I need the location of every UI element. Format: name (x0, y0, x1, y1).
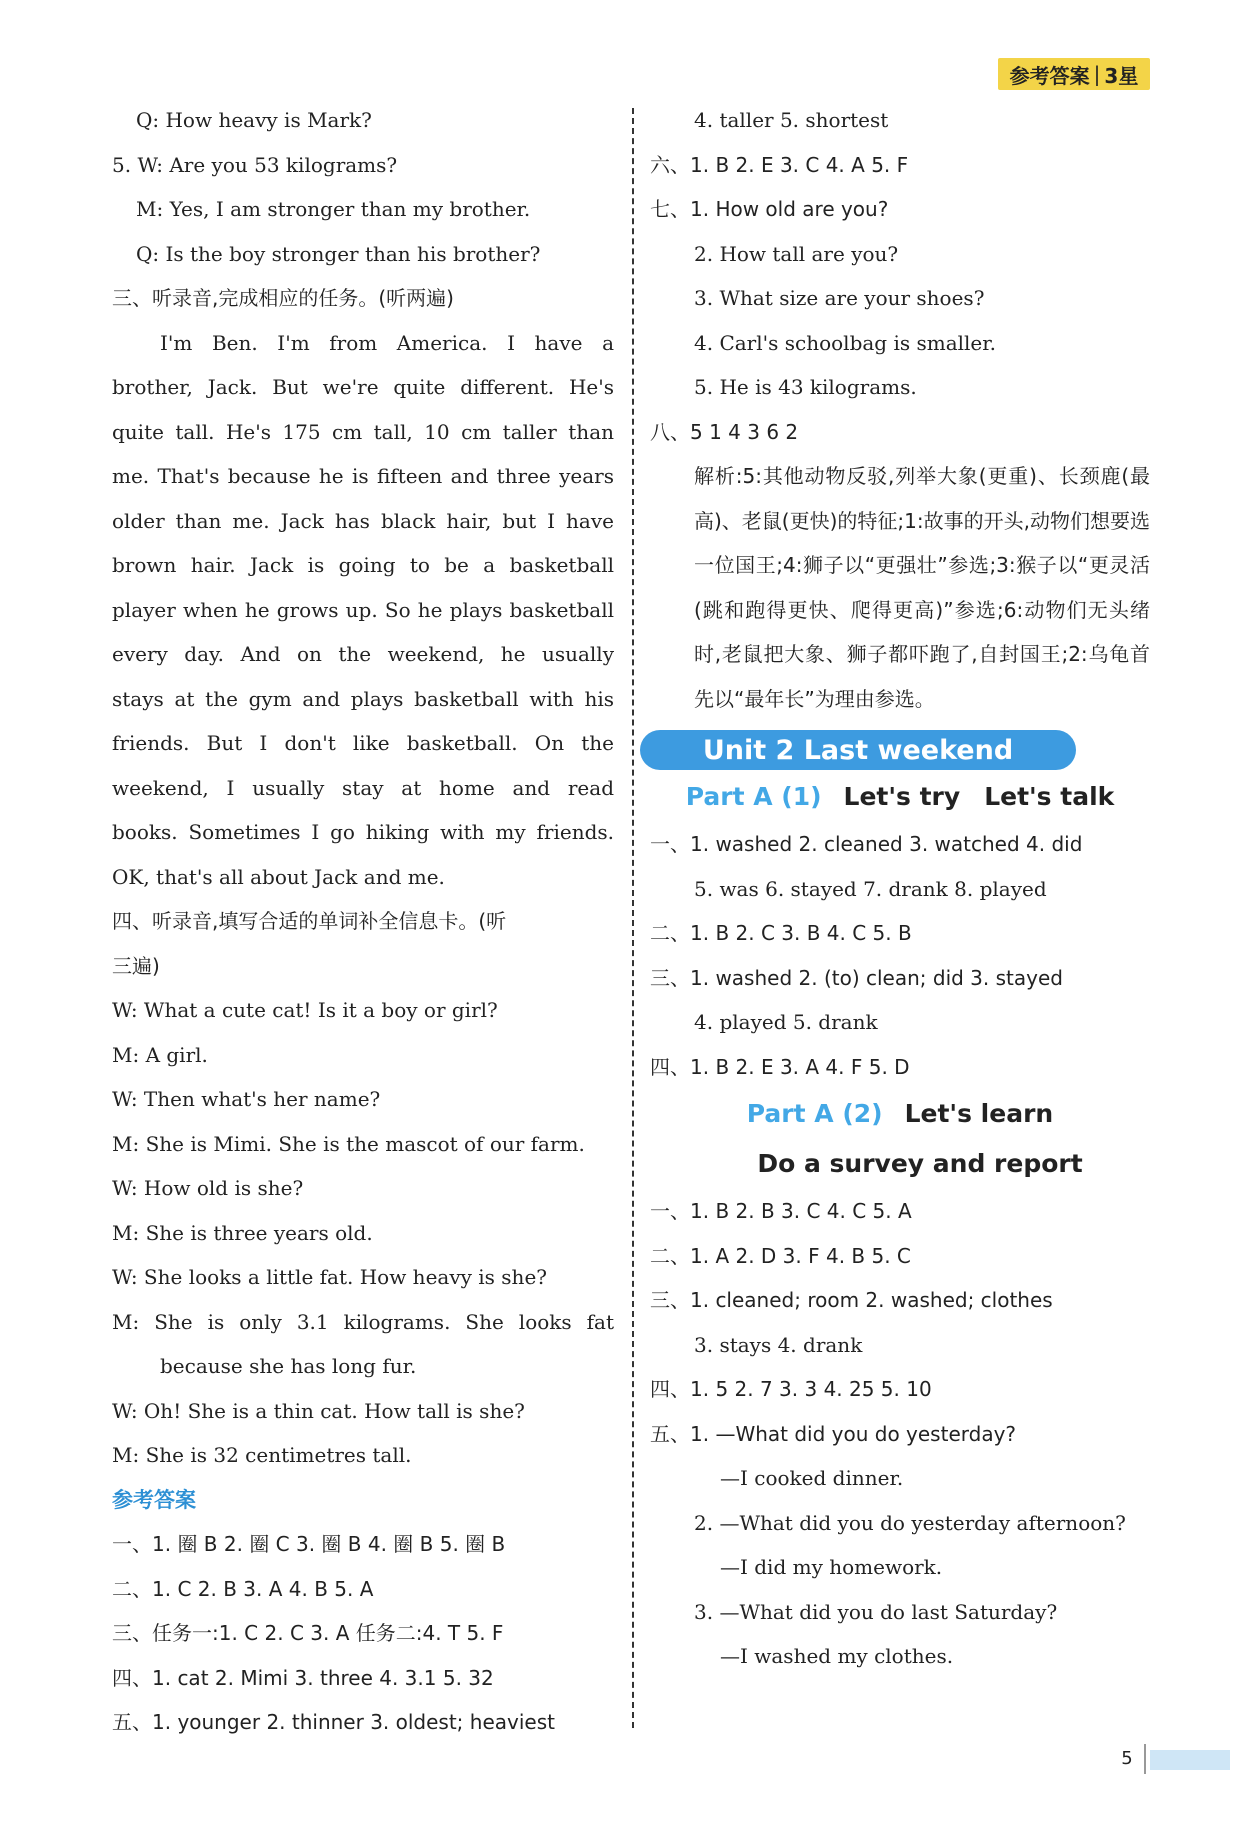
passage-line: friends. But I don't like basketball. On the (112, 731, 614, 755)
part-subtitle: Let's talk (984, 782, 1115, 811)
part-a2-subtitle: Do a survey and report (757, 1149, 1083, 1178)
answer-line: 三、任务一:1. C 2. C 3. A 任务二:4. T 5. F (112, 1621, 504, 1645)
answer-line: 五、1. —What did you do yesterday? (650, 1421, 1017, 1446)
answer-line: 八、5 1 4 3 6 2 (650, 419, 799, 444)
answer-line: —I cooked dinner. (720, 1466, 904, 1490)
footer-bar (1150, 1750, 1230, 1770)
part-label: Part A (1) (685, 782, 822, 811)
dialogue-line: M: A girl. (112, 1042, 208, 1067)
text-line: Q: How heavy is Mark? (136, 108, 372, 132)
section-title: 三、听录音,完成相应的任务。(听两遍) (112, 286, 454, 310)
dialogue-line: because she has long fur. (160, 1354, 417, 1378)
header-level: 3星 (1104, 63, 1139, 88)
passage-line: quite tall. He's 175 cm tall, 10 cm taller than (112, 419, 614, 444)
answers-title: 参考答案 (112, 1487, 196, 1512)
passage-line: brother, Jack. But we're quite different. He's (112, 375, 614, 399)
answer-line: 二、1. B 2. C 3. B 4. C 5. B (650, 921, 912, 945)
passage-line: weekend, I usually stay at home and read (112, 775, 614, 800)
answer-line: 3. —What did you do last Saturday? (694, 1599, 1058, 1624)
answer-line: —I washed my clothes. (720, 1644, 954, 1668)
dialogue-line: M: She is only 3.1 kilograms. She looks fat (112, 1309, 614, 1334)
dialogue-line: W: How old is she? (112, 1176, 304, 1200)
answer-line: 2. How tall are you? (694, 241, 899, 266)
answer-line: 4. taller 5. shortest (694, 108, 889, 132)
part-label: Part A (2) (746, 1099, 883, 1128)
answer-line: 二、1. A 2. D 3. F 4. B 5. C (650, 1243, 911, 1268)
passage-line: books. Sometimes I go hiking with my friends. (112, 820, 614, 844)
column-divider (632, 108, 634, 1728)
answer-line: 六、1. B 2. E 3. C 4. A 5. F (650, 152, 909, 177)
answer-line: 四、1. 5 2. 7 3. 3 4. 25 5. 10 (650, 1377, 932, 1401)
answer-line: 二、1. C 2. B 3. A 4. B 5. A (112, 1576, 374, 1601)
answer-line: 4. Carl's schoolbag is smaller. (694, 330, 996, 355)
answer-line: 3. stays 4. drank (694, 1332, 863, 1357)
text-line: Q: Is the boy stronger than his brother? (136, 241, 541, 266)
answer-line: 七、1. How old are you? (650, 197, 889, 221)
answer-line: 5. was 6. stayed 7. drank 8. played (694, 876, 1047, 901)
dialogue-line: W: Then what's her name? (112, 1087, 381, 1111)
analysis-note: 解析:5:其他动物反驳,列举大象(更重)、长颈鹿(最高)、老鼠(更快)的特征;1:故事的开头,动物们想要选一位国王;4:狮子以“更强壮”参选;3:猴子以“更灵活(跳和跑得更快、爬得更高)”参选;6:动物们无头绪时,老鼠把大象、狮子都吓跑了,自封国王;2:乌龟首先以“最年长”为理由参选。 (694, 464, 1150, 711)
part-subtitle: Let's try (843, 782, 961, 811)
left-column (112, 98, 614, 1745)
answer-line: 一、1. washed 2. cleaned 3. watched 4. did (650, 832, 1083, 856)
answer-line: 4. played 5. drank (694, 1010, 878, 1034)
part-a1-title (650, 772, 1150, 822)
header-tab (998, 58, 1150, 90)
dialogue-line: W: Oh! She is a thin cat. How tall is she? (112, 1398, 525, 1423)
passage-line: me. That's because he is fifteen and three years (112, 464, 614, 488)
header-label: 参考答案 (1009, 63, 1090, 88)
dialogue-line: W: She looks a little fat. How heavy is she? (112, 1265, 547, 1289)
page-number: 5 (1110, 1744, 1146, 1774)
dialogue-line: M: She is 32 centimetres tall. (112, 1443, 412, 1467)
dialogue-line: M: She is Mimi. She is the mascot of our farm. (112, 1131, 585, 1156)
passage-line: older than me. Jack has black hair, but I have (112, 508, 614, 533)
part-a2-title (650, 1089, 1150, 1139)
passage-line: OK, that's all about Jack and me. (112, 864, 445, 889)
text-line: 5. W: Are you 53 kilograms? (112, 152, 398, 177)
answer-line: 四、1. B 2. E 3. A 4. F 5. D (650, 1054, 910, 1079)
header-separator: | (1093, 62, 1101, 86)
dialogue-line: M: She is three years old. (112, 1220, 373, 1245)
section-title-cont: 三遍) (112, 953, 160, 978)
passage-line: I'm Ben. I'm from America. I have a (160, 330, 614, 355)
answer-line: 2. —What did you do yesterday afternoon? (694, 1510, 1126, 1535)
part-subtitle: Let's learn (904, 1099, 1054, 1128)
passage-line: stays at the gym and plays basketball with his (112, 686, 614, 711)
answer-line: 四、1. cat 2. Mimi 3. three 4. 3.1 5. 32 (112, 1665, 494, 1690)
answer-line: 3. What size are your shoes? (694, 286, 985, 310)
answer-line: 一、1. 圈 B 2. 圈 C 3. 圈 B 4. 圈 B 5. 圈 B (112, 1532, 506, 1556)
answer-line: 五、1. younger 2. thinner 3. oldest; heaviest (112, 1710, 555, 1734)
answer-line: 一、1. B 2. B 3. C 4. C 5. A (650, 1199, 912, 1223)
answer-line: 三、1. cleaned; room 2. washed; clothes (650, 1288, 1053, 1312)
passage-line: player when he grows up. So he plays basketball (112, 597, 614, 622)
answer-line: 三、1. washed 2. (to) clean; did 3. stayed (650, 965, 1063, 990)
dialogue-line: W: What a cute cat! Is it a boy or girl? (112, 998, 498, 1022)
passage-line: every day. And on the weekend, he usually (112, 642, 614, 666)
right-column (650, 98, 1150, 1679)
section-title: 四、听录音,填写合适的单词补全信息卡。(听 (112, 909, 507, 933)
answer-line: —I did my homework. (720, 1555, 943, 1579)
passage-line: brown hair. Jack is going to be a basketball (112, 553, 614, 577)
unit-banner: Unit 2 Last weekend (640, 730, 1076, 770)
answer-line: 5. He is 43 kilograms. (694, 375, 917, 399)
text-line: M: Yes, I am stronger than my brother. (136, 197, 531, 221)
